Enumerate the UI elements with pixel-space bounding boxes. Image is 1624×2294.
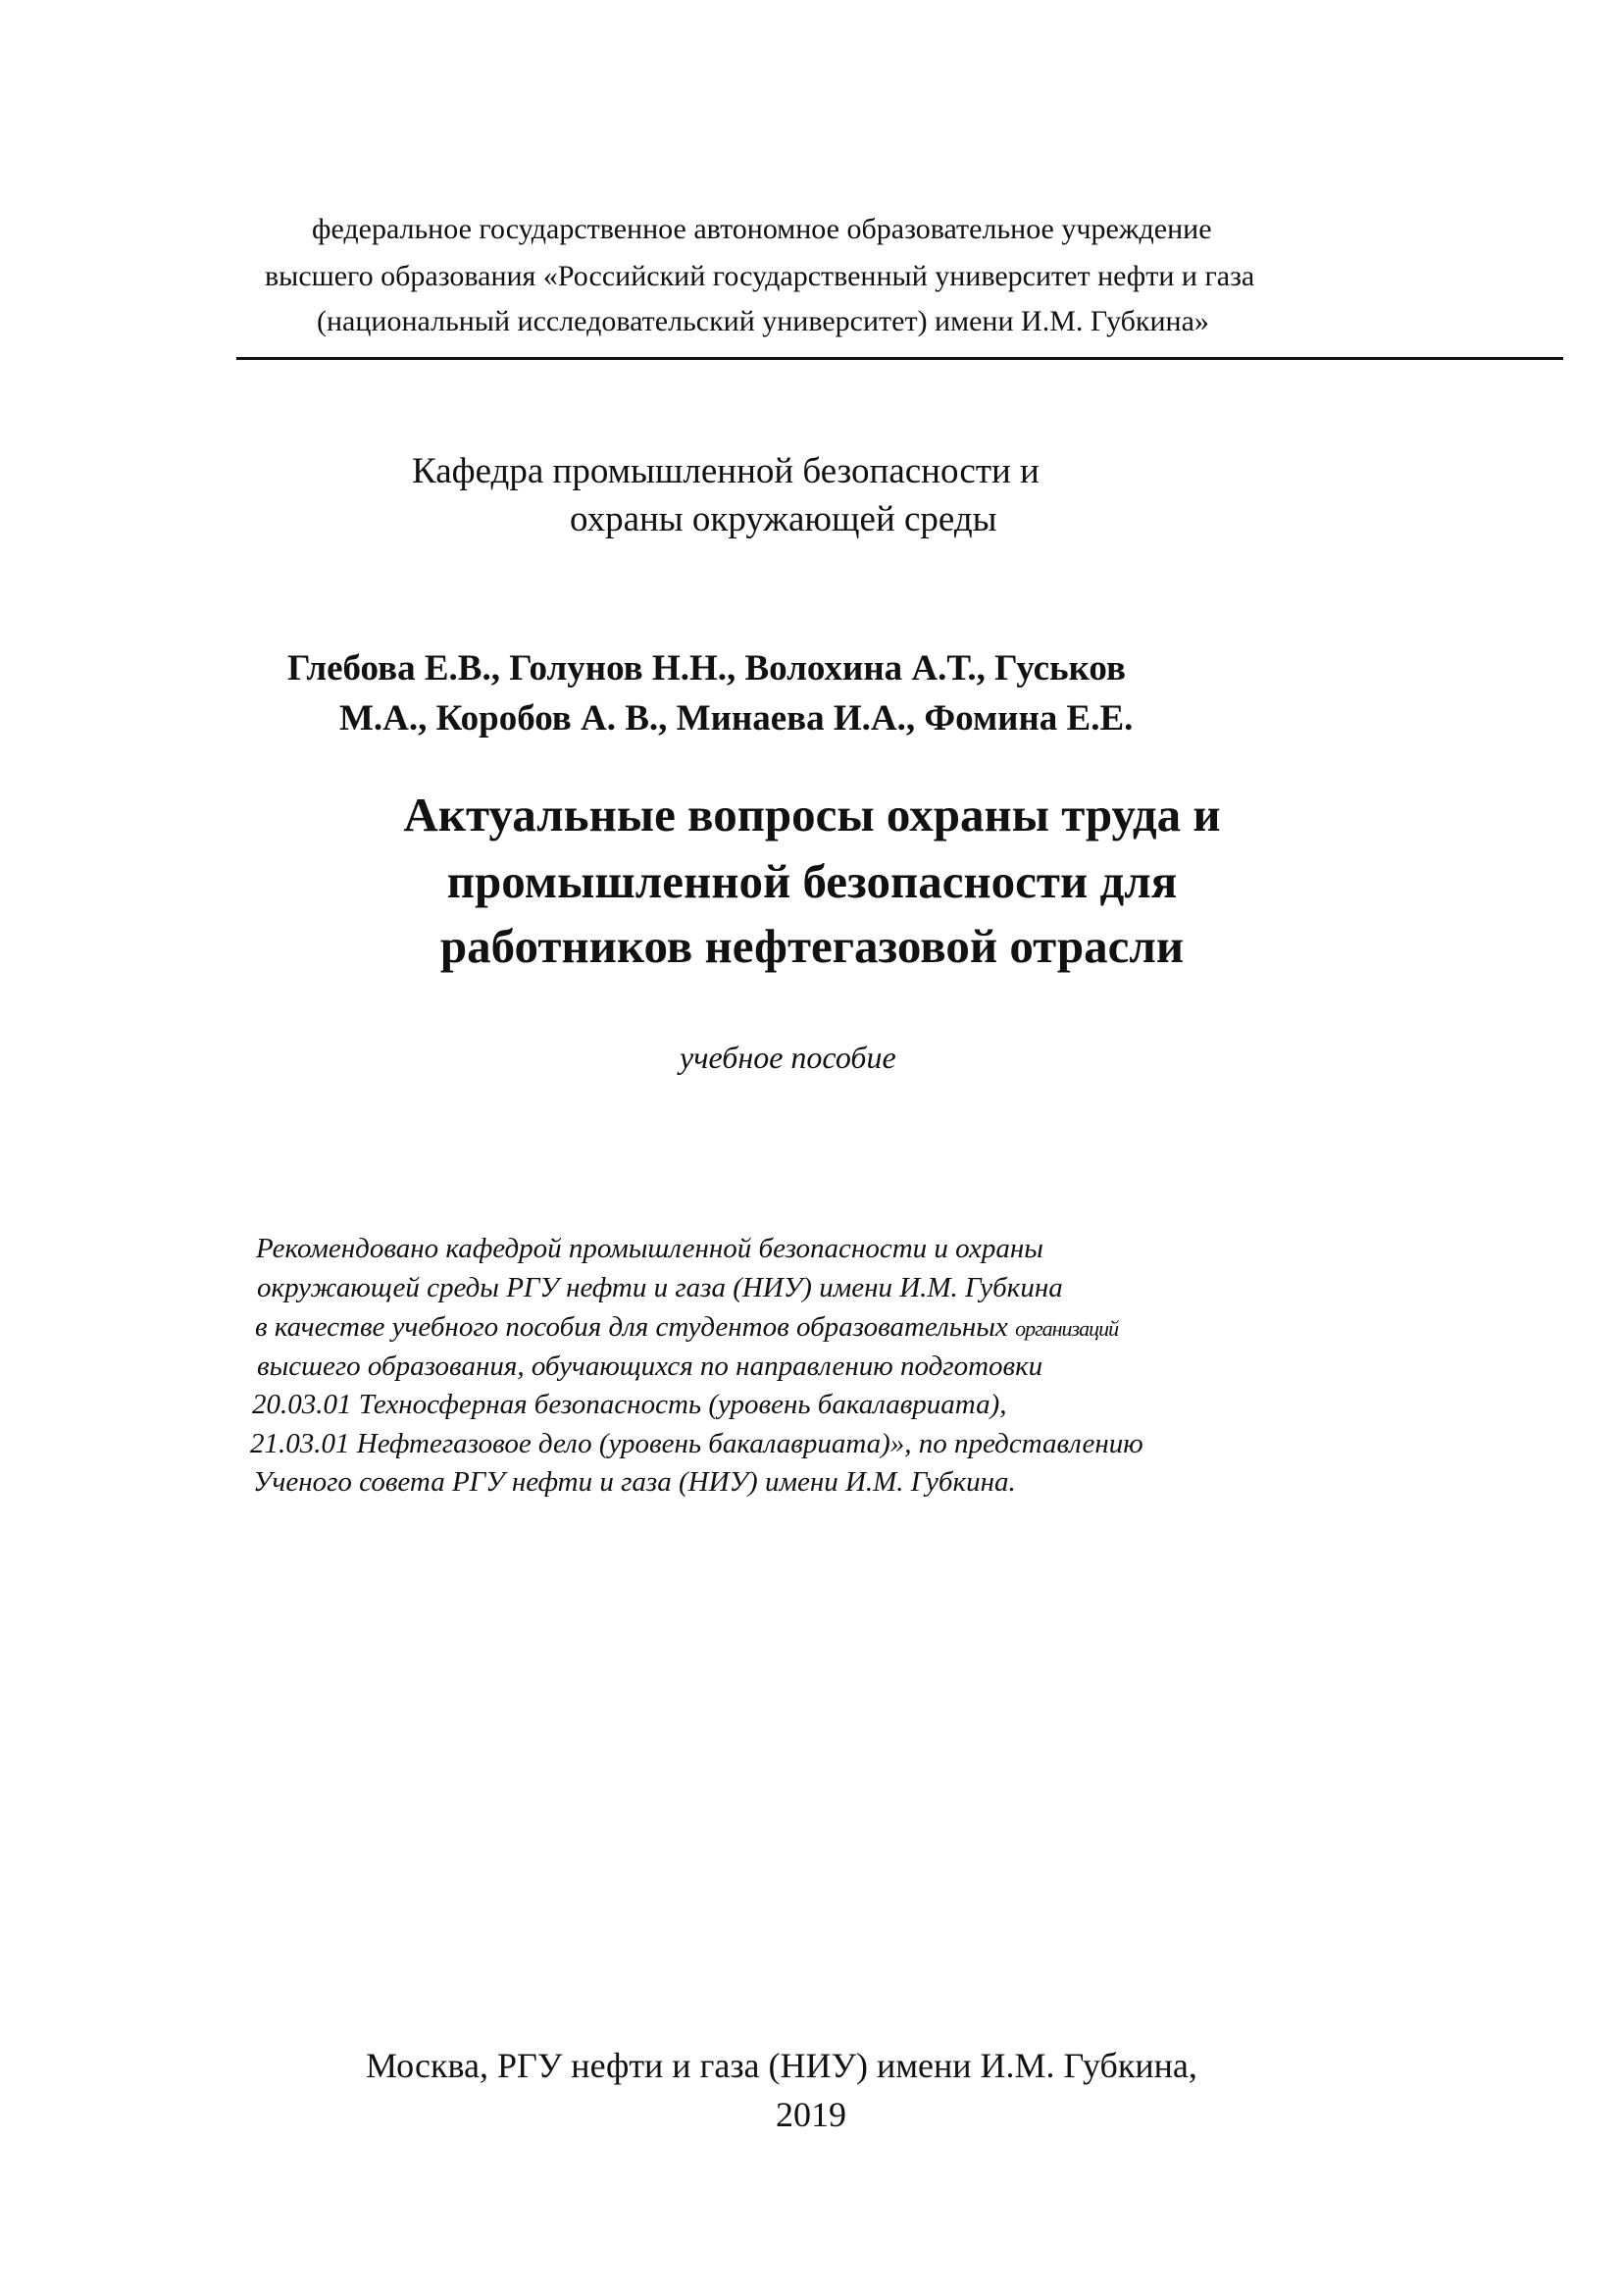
recommendation-line-4: высшего образования, обучающихся по направлению подготовки <box>257 1351 1043 1382</box>
department-line-2: охраны окружающей среды <box>570 499 997 539</box>
imprint-year: 2019 <box>776 2095 846 2134</box>
title-line-1: Актуальные вопросы охраны труда и <box>403 788 1221 841</box>
subtitle: учебное пособие <box>680 1040 896 1075</box>
recommendation-line-3 <box>255 1308 1118 1348</box>
department-line-1: Кафедра промышленной безопасности и <box>412 451 1040 491</box>
recommendation-line-3-small: организаций <box>1015 1316 1119 1341</box>
institution-line-3: (национальный исследовательский университет) имени И.М. Губкина» <box>317 305 1209 337</box>
imprint-line-1: Москва, РГУ нефти и газа (НИУ) имени И.М. Губкина, <box>366 2046 1197 2085</box>
header-divider <box>236 357 1563 360</box>
recommendation-line-7: Ученого совета РГУ нефти и газа (НИУ) имени И.М. Губкина. <box>253 1466 1016 1498</box>
institution-line-2: высшего образования «Российский государственный университет нефти и газа <box>265 260 1255 292</box>
recommendation-line-6: 21.03.01 Нефтегазовое дело (уровень бакалавриата)», по представлению <box>250 1428 1143 1459</box>
authors-line-1: Глебова Е.В., Голунов Н.Н., Волохина А.Т., Гуськов <box>287 648 1126 688</box>
recommendation-line-2: окружающей среды РГУ нефти и газа (НИУ) имени И.М. Губкина <box>257 1272 1063 1303</box>
recommendation-line-5: 20.03.01 Техносферная безопасность (уровень бакалавриата), <box>252 1389 1007 1420</box>
recommendation-line-3-main: в качестве учебного пособия для студентов образовательных <box>255 1311 1016 1343</box>
institution-line-1: федеральное государственное автономное образовательное учреждение <box>312 213 1212 245</box>
title-line-3: работников нефтегазовой отрасли <box>439 919 1185 973</box>
recommendation-line-1: Рекомендовано кафедрой промышленной безопасности и охраны <box>256 1233 1043 1264</box>
authors-line-2: М.А., Коробов А. В., Минаева И.А., Фомина Е.Е. <box>339 698 1134 739</box>
title-line-2: промышленной безопасности для <box>446 854 1178 908</box>
